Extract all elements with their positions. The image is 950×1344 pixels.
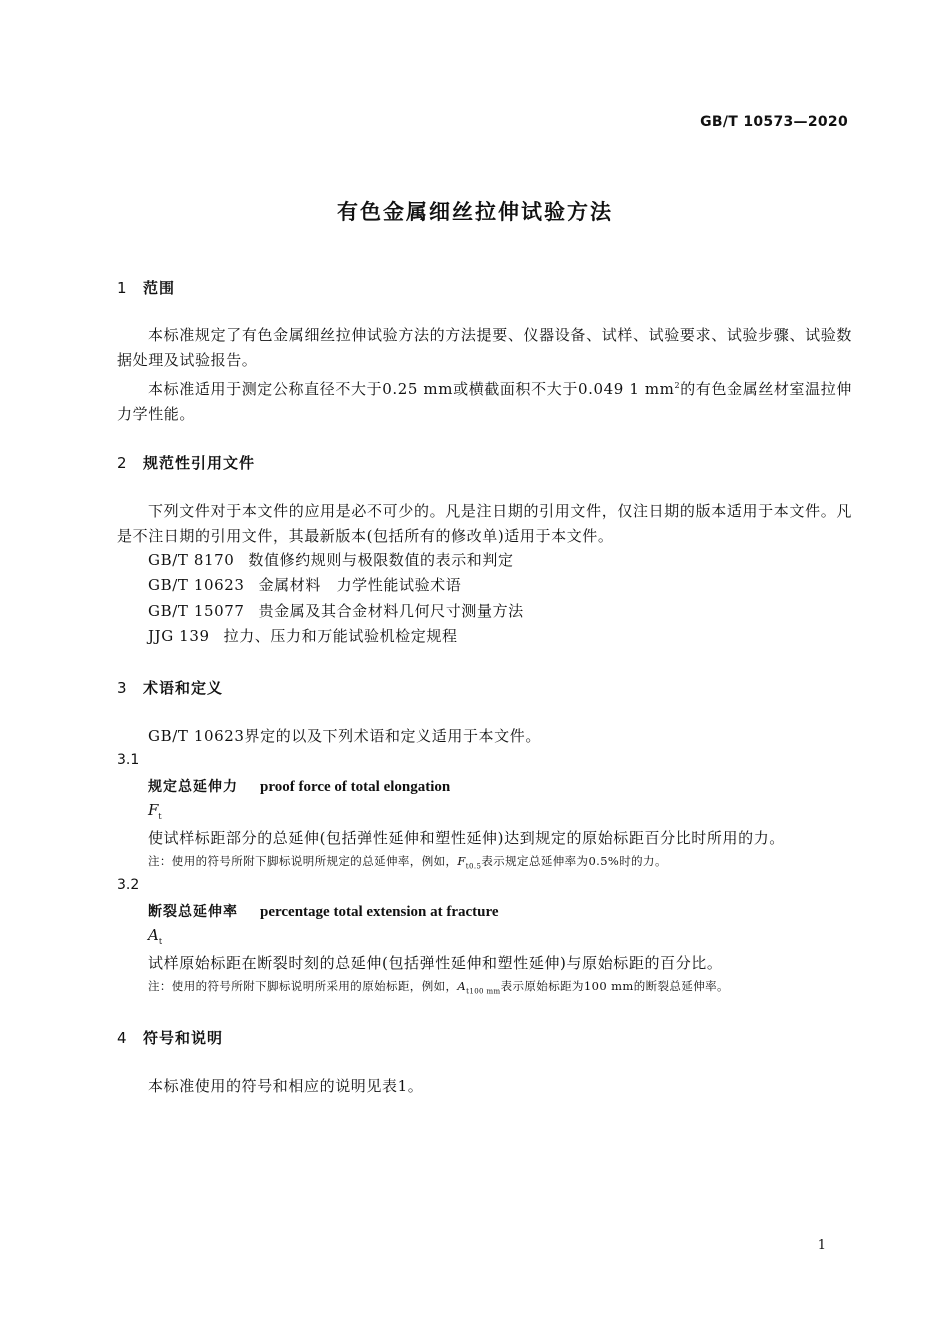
note-symbol: F <box>457 854 466 868</box>
page-title: 有色金属细丝拉伸试验方法 <box>337 200 613 224</box>
section-number: 3 <box>117 679 127 697</box>
normative-intro: 下列文件对于本文件的应用是必不可少的。凡是注日期的引用文件，仅注日期的版本适用于本文件。凡是不注日期的引用文件，其最新版本(包括所有的修改单)适用于本文件。 <box>117 502 852 545</box>
reference-code: GB/T 10623 <box>148 576 245 594</box>
section-title: 术语和定义 <box>143 679 224 697</box>
scope-p2-text: 本标准适用于测定公称直径不大于0.25 mm或横截面积不大于0.049 1 mm <box>148 380 675 398</box>
subclause-number: 3.1 <box>117 752 140 768</box>
terms-intro: GB/T 10623界定的以及下列术语和定义适用于本文件。 <box>148 727 541 745</box>
scope-p2-text-end: 的有色金属丝材室温拉伸力学性能。 <box>117 380 852 423</box>
reference-title: 拉力、压力和万能试验机检定规程 <box>223 627 458 645</box>
note-subscript: t100 mm <box>466 987 501 996</box>
reference-item <box>148 599 524 624</box>
subclause-number: 3.2 <box>117 877 140 893</box>
reference-title: 金属材料 力学性能试验术语 <box>258 576 462 594</box>
section-title: 范围 <box>143 279 176 297</box>
section-number: 1 <box>117 279 127 297</box>
term-chinese: 规定总延伸力 <box>148 779 238 795</box>
term-symbol <box>148 801 162 821</box>
note-symbol: A <box>457 979 467 993</box>
reference-code: JJG 139 <box>148 627 210 645</box>
term-chinese: 断裂总延伸率 <box>148 904 238 920</box>
term-heading <box>148 901 499 921</box>
note-text: 注：使用的符号所附下脚标说明所规定的总延伸率，例如， <box>148 854 458 868</box>
reference-item <box>148 624 458 649</box>
section-number: 4 <box>117 1029 127 1047</box>
page-number: 1 <box>817 1238 826 1253</box>
section-heading-2 <box>117 452 255 473</box>
reference-code: GB/T 15077 <box>148 602 245 620</box>
term-english: proof force of total elongation <box>260 779 451 795</box>
term-symbol <box>148 926 162 946</box>
term-note <box>148 853 667 870</box>
section-heading-4 <box>117 1027 223 1048</box>
term-note <box>148 978 729 995</box>
reference-item <box>148 573 461 598</box>
note-text: 注：使用的符号所附下脚标说明所采用的原始标距，例如， <box>148 979 458 993</box>
term-heading <box>148 776 450 796</box>
term-definition: 试样原始标距在断裂时刻的总延伸(包括弹性延伸和塑性延伸)与原始标距的百分比。 <box>148 954 723 972</box>
note-text-end: 表示原始标距为100 mm的断裂总延伸率。 <box>500 979 729 993</box>
section-title: 规范性引用文件 <box>143 454 256 472</box>
symbol-subscript: t <box>158 937 163 946</box>
section-number: 2 <box>117 454 127 472</box>
symbol-subscript: t <box>158 812 162 821</box>
standard-number: GB/T 10573—2020 <box>700 114 848 130</box>
reference-code: GB/T 8170 <box>148 551 235 569</box>
scope-paragraph-1: 本标准规定了有色金属细丝拉伸试验方法的方法提要、仪器设备、试样、试验要求、试验步骤、试验数据处理及试验报告。 <box>117 326 852 369</box>
reference-title: 数值修约规则与极限数值的表示和判定 <box>248 551 514 569</box>
section-heading-3 <box>117 677 223 698</box>
scope-paragraph-2 <box>117 373 852 427</box>
reference-item <box>148 548 514 573</box>
reference-title: 贵金属及其合金材料几何尺寸测量方法 <box>258 602 524 620</box>
section-heading-1 <box>117 277 175 298</box>
symbol-letter: A <box>148 926 159 944</box>
term-definition: 使试样标距部分的总延伸(包括弹性延伸和塑性延伸)达到规定的原始标距百分比时所用的力。 <box>148 829 785 847</box>
symbol-letter: F <box>148 801 159 819</box>
note-text-end: 表示规定总延伸率为0.5%时的力。 <box>481 854 667 868</box>
superscript: 2 <box>674 381 681 390</box>
section-title: 符号和说明 <box>143 1029 224 1047</box>
symbols-intro: 本标准使用的符号和相应的说明见表1。 <box>148 1077 424 1095</box>
note-subscript: t0.5 <box>465 862 482 871</box>
term-english: percentage total extension at fracture <box>260 904 499 920</box>
